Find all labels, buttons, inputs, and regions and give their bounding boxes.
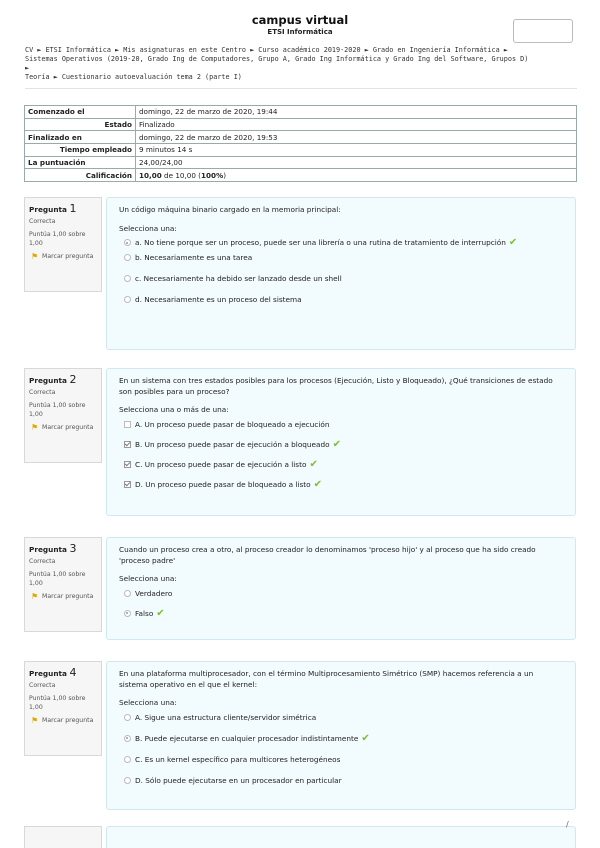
radio[interactable] xyxy=(124,777,131,784)
state-label: Estado xyxy=(25,118,136,131)
answer-option[interactable] xyxy=(119,608,563,619)
breadcrumb xyxy=(25,46,573,82)
answer-prompt: Selecciona una: xyxy=(119,698,177,707)
flag-icon[interactable]: ⚑ xyxy=(31,592,39,601)
option-text: D. Un proceso puede pasar de bloqueado a listo xyxy=(135,479,311,489)
radio[interactable] xyxy=(124,296,131,303)
question-info-4 xyxy=(24,661,102,756)
answer-option[interactable] xyxy=(119,294,563,305)
question-info-5-partial xyxy=(24,826,102,848)
question-content-2 xyxy=(106,368,576,516)
flag-label[interactable]: Marcar pregunta xyxy=(42,424,94,431)
question-number xyxy=(29,666,97,679)
answer-option[interactable] xyxy=(119,479,563,490)
summary-row-grade xyxy=(25,169,577,182)
question-grade: Puntúa 1,00 sobre 1,00 xyxy=(29,231,86,247)
flag-question-button[interactable] xyxy=(29,716,97,725)
flag-icon[interactable]: ⚑ xyxy=(31,716,39,725)
answer-prompt: Selecciona una: xyxy=(119,574,177,583)
grade-label: Calificación xyxy=(25,169,136,182)
option-text: Falso xyxy=(135,608,154,618)
question-label: Pregunta xyxy=(29,205,67,214)
correct-tick-icon: ✔ xyxy=(156,607,165,619)
answer-option[interactable] xyxy=(119,237,563,248)
flag-label[interactable]: Marcar pregunta xyxy=(42,253,94,260)
site-title[interactable]: campus virtual xyxy=(251,13,349,27)
correct-tick-icon: ✔ xyxy=(309,458,318,470)
question-num: 1 xyxy=(69,202,77,215)
option-text: D. Sólo puede ejecutarse en un procesador en particular xyxy=(135,775,342,785)
option-text: C. Es un kernel específico para multicores heterogéneos xyxy=(135,754,341,764)
summary-row-started xyxy=(25,106,577,119)
summary-row-time xyxy=(25,144,577,157)
question-num: 4 xyxy=(69,666,77,679)
option-text: b. Necesariamente es una tarea xyxy=(135,253,253,262)
radio[interactable] xyxy=(124,756,131,763)
question-grade: Puntúa 1,00 sobre 1,00 xyxy=(29,571,86,587)
checkbox-checked[interactable] xyxy=(124,461,131,468)
question-number xyxy=(29,542,97,555)
flag-label[interactable]: Marcar pregunta xyxy=(42,717,94,724)
finished-label: Finalizado en xyxy=(25,131,136,144)
answer-option[interactable] xyxy=(119,733,563,744)
question-state: Correcta xyxy=(29,218,56,225)
question-text: En un sistema con tres estados posibles para los procesos (Ejecución, Listo y Bloqueado), ¿Qué transiciones de estado son posibles para un proceso? xyxy=(119,376,553,396)
question-text: En una plataforma multiprocesador, con el término Multiprocesamiento Simétrico (SMP) hacemos referencia a un sistema operativo en el que el kernel: xyxy=(119,669,534,689)
grade-bold: 10,00 xyxy=(139,170,162,180)
question-content-4 xyxy=(106,661,576,810)
question-info-1 xyxy=(24,197,102,292)
breadcrumb-line[interactable]: Sistemas Operativos (2019-20, Grado Ing de Computadores, Grupo A, Grado Ing Informática y Grado Ing del Software, Grupos D) xyxy=(25,55,529,63)
question-grade: Puntúa 1,00 sobre 1,00 xyxy=(29,402,86,418)
score-label: La puntuación xyxy=(25,156,136,169)
correct-tick-icon: ✔ xyxy=(361,732,370,744)
radio[interactable] xyxy=(124,254,131,261)
answer-option[interactable] xyxy=(119,588,563,599)
flag-question-button[interactable] xyxy=(29,423,97,432)
answer-option[interactable] xyxy=(119,775,563,786)
checkbox-checked[interactable] xyxy=(124,481,131,488)
grade-mid: de 10,00 ( xyxy=(164,170,201,180)
question-text: Un código máquina binario cargado en la memoria principal: xyxy=(119,205,341,214)
time-value: 9 minutos 14 s xyxy=(136,144,577,157)
flag-icon[interactable]: ⚑ xyxy=(31,252,39,261)
breadcrumb-line: ► xyxy=(25,64,30,72)
option-text: Verdadero xyxy=(135,588,173,598)
option-text: A. Un proceso puede pasar de bloqueado a ejecución xyxy=(135,419,330,429)
answer-option[interactable] xyxy=(119,419,563,430)
question-content-3 xyxy=(106,537,576,640)
checkbox-checked[interactable] xyxy=(124,441,131,448)
question-num: 3 xyxy=(69,542,77,555)
option-text: C. Un proceso puede pasar de ejecución a listo xyxy=(135,459,307,469)
question-content-1 xyxy=(106,197,576,350)
radio-selected[interactable] xyxy=(124,735,131,742)
option-text: a. No tiene porque ser un proceso, puede ser una librería o una rutina de tratamiento de interrupción xyxy=(135,238,506,247)
question-label: Pregunta xyxy=(29,376,67,385)
correct-tick-icon: ✔ xyxy=(313,478,323,490)
answer-prompt: Selecciona una o más de una: xyxy=(119,405,229,414)
answer-option[interactable] xyxy=(119,273,563,284)
user-menu-box[interactable] xyxy=(513,19,573,43)
correct-tick-icon: ✔ xyxy=(332,438,341,450)
question-label: Pregunta xyxy=(29,669,67,678)
question-state: Correcta xyxy=(29,389,56,396)
flag-question-button[interactable] xyxy=(29,592,97,601)
radio[interactable] xyxy=(124,590,131,597)
finished-value: domingo, 22 de marzo de 2020, 19:53 xyxy=(136,131,577,144)
grade-pct: 100% xyxy=(200,170,224,180)
radio-selected[interactable] xyxy=(124,239,131,246)
breadcrumb-line[interactable]: Teoría ► Cuestionario autoevaluación tema 2 (parte I) xyxy=(25,73,242,81)
correct-tick-icon: ✔ xyxy=(508,237,518,248)
answer-option[interactable] xyxy=(119,252,563,263)
grade-end: ) xyxy=(223,170,227,180)
radio[interactable] xyxy=(124,714,131,721)
score-value: 24,00/24,00 xyxy=(136,156,577,169)
question-grade: Puntúa 1,00 sobre 1,00 xyxy=(29,695,86,711)
question-content-5-partial xyxy=(106,826,576,848)
started-label: Comenzado el xyxy=(25,106,136,119)
flag-label[interactable]: Marcar pregunta xyxy=(42,593,94,600)
answer-option[interactable] xyxy=(119,459,563,470)
flag-question-button[interactable] xyxy=(29,252,97,261)
summary-row-finished xyxy=(25,131,577,144)
breadcrumb-line[interactable]: CV ► ETSI Informática ► Mis asignaturas en este Centro ► Curso académico 2019-2020 ► Grado en Ingeniería Informática ► xyxy=(25,46,508,54)
option-text: B. Un proceso puede pasar de ejecución a bloqueado xyxy=(135,439,330,449)
question-number xyxy=(29,373,97,386)
option-text: c. Necesariamente ha debido ser lanzado desde un shell xyxy=(135,274,342,283)
question-number xyxy=(29,202,97,215)
option-text: B. Puede ejecutarse en cualquier procesador indistintamente xyxy=(135,733,359,743)
question-info-3 xyxy=(24,537,102,632)
time-label: Tiempo empleado xyxy=(25,144,136,157)
site-subtitle: ETSI Informática xyxy=(267,28,333,36)
question-info-2 xyxy=(24,368,102,463)
checkbox[interactable] xyxy=(124,421,131,428)
scroll-mark-icon: / xyxy=(566,820,569,829)
answer-option[interactable] xyxy=(119,754,563,765)
option-text: A. Sigue una estructura cliente/servidor simétrica xyxy=(135,712,317,722)
answer-prompt: Selecciona una: xyxy=(119,223,177,233)
answer-option[interactable] xyxy=(119,439,563,450)
question-text: Cuando un proceso crea a otro, al proceso creador lo denominamos 'proceso hijo' y al proceso que ha sido creado 'proceso padre' xyxy=(119,545,536,565)
started-value: domingo, 22 de marzo de 2020, 19:44 xyxy=(136,106,577,119)
radio[interactable] xyxy=(124,275,131,282)
option-text: d. Necesariamente es un proceso del sistema xyxy=(135,295,302,304)
summary-row-score xyxy=(25,156,577,169)
question-label: Pregunta xyxy=(29,545,67,554)
grade-value xyxy=(136,169,577,182)
summary-row-state xyxy=(25,118,577,131)
answer-option[interactable] xyxy=(119,712,563,723)
flag-icon[interactable]: ⚑ xyxy=(31,423,39,432)
attempt-summary-table xyxy=(24,105,577,182)
question-state: Correcta xyxy=(29,682,56,689)
site-header xyxy=(0,14,600,37)
state-value: Finalizado xyxy=(136,118,577,131)
question-state: Correcta xyxy=(29,558,56,565)
question-num: 2 xyxy=(69,373,77,386)
divider xyxy=(25,88,577,89)
radio-selected[interactable] xyxy=(124,610,131,617)
